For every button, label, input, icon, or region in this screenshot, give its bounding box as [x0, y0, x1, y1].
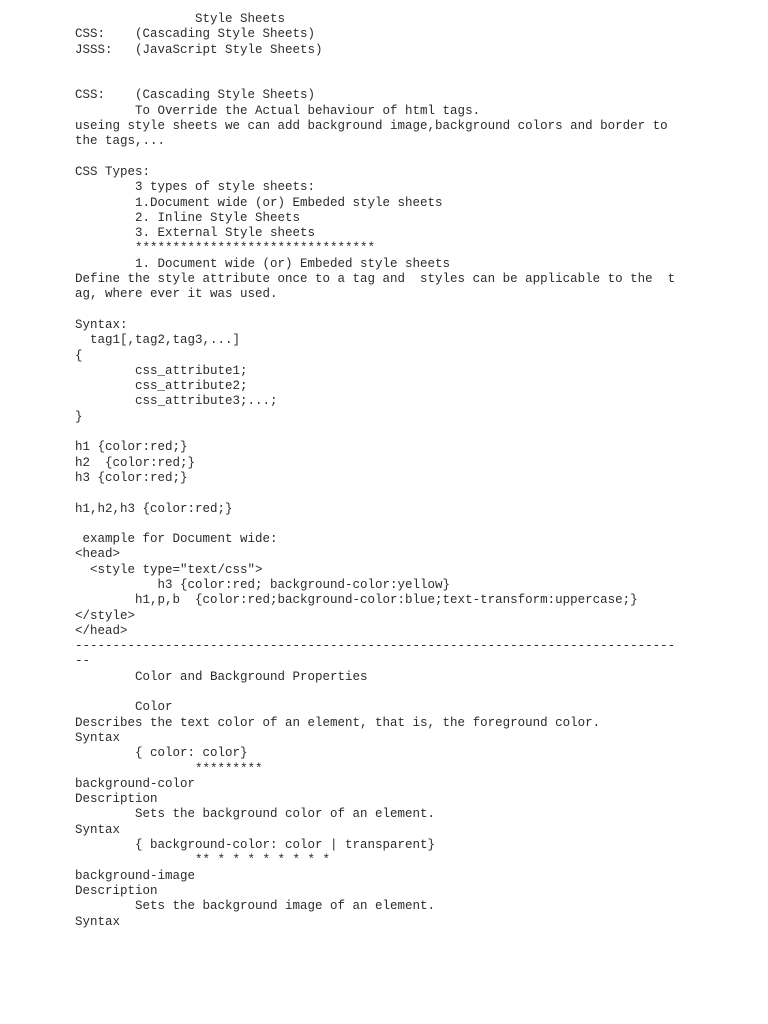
text-line: css_attribute3;...; — [75, 394, 278, 409]
text-line: example for Document wide: — [75, 532, 278, 547]
text-line: Style Sheets — [75, 12, 286, 26]
text-line: h3 {color:red; background-color:yellow} — [75, 577, 451, 592]
text-line: </head> — [75, 623, 128, 638]
text-line: Define the style attribute once to a tag and styles can be applicable to the t — [75, 272, 676, 287]
text-line: Description — [75, 792, 158, 807]
text-line: CSS Types: — [75, 164, 151, 179]
text-line: css_attribute1; — [75, 363, 248, 378]
text-line: h3 {color:red;} — [75, 470, 188, 485]
text-line: <head> — [75, 547, 121, 562]
text-line: Color and Background Properties — [75, 669, 368, 684]
text-line: Color — [75, 700, 173, 715]
text-line: -------------------------------------------------------------------------------- — [75, 639, 676, 654]
text-line: Describes the text color of an element, that is, the foreground color. — [75, 715, 601, 730]
text-line: h2 {color:red;} — [75, 455, 196, 470]
text-line: CSS: (Cascading Style Sheets) — [75, 27, 316, 42]
text-line: ag, where ever it was used. — [75, 287, 278, 302]
text-line: background-color — [75, 776, 196, 791]
text-line: the tags,... — [75, 134, 166, 149]
document-page — [75, 12, 755, 930]
text-line: useing style sheets we can add background image,background colors and border to — [75, 119, 668, 134]
text-line — [75, 303, 755, 318]
text-line: JSSS: (JavaScript Style Sheets) — [75, 42, 323, 57]
text-line: background-image — [75, 868, 196, 883]
text-line — [75, 150, 755, 165]
text-line: Sets the background image of an element. — [75, 899, 436, 914]
text-line: h1 {color:red;} — [75, 440, 188, 455]
text-line — [75, 486, 755, 501]
text-line: { background-color: color | transparent} — [75, 838, 436, 853]
text-line: Syntax: — [75, 317, 128, 332]
text-line: } — [75, 409, 83, 424]
text-line — [75, 685, 755, 700]
text-line: css_attribute2; — [75, 379, 248, 394]
text-line: Syntax — [75, 914, 121, 929]
text-line: Syntax — [75, 822, 121, 837]
text-line: ** * * * * * * * * — [75, 853, 331, 868]
text-line: ********* — [75, 761, 263, 776]
text-line — [75, 58, 755, 73]
text-line: { color: color} — [75, 746, 248, 761]
text-line: Syntax — [75, 730, 121, 745]
text-line: Sets the background color of an element. — [75, 807, 436, 822]
text-line: 1.Document wide (or) Embeded style sheets — [75, 195, 443, 210]
text-line: { — [75, 348, 83, 363]
text-line: h1,h2,h3 {color:red;} — [75, 501, 233, 516]
text-line: 1. Document wide (or) Embeded style sheets — [75, 256, 451, 271]
text-line: -- — [75, 654, 91, 669]
text-line — [75, 73, 755, 88]
text-line: </style> — [75, 608, 136, 623]
text-line: <style type="text/css"> — [75, 562, 263, 577]
text-line: ******************************** — [75, 241, 376, 256]
text-line — [75, 425, 755, 440]
text-line — [75, 517, 755, 532]
text-line: 3 types of style sheets: — [75, 180, 316, 195]
text-line: tag1[,tag2,tag3,...] — [75, 333, 241, 348]
text-line: 3. External Style sheets — [75, 226, 316, 241]
text-line: CSS: (Cascading Style Sheets) — [75, 88, 316, 103]
text-line: 2. Inline Style Sheets — [75, 210, 301, 225]
text-line: h1,p,b {color:red;background-color:blue;text-transform:uppercase;} — [75, 593, 638, 608]
text-line: To Override the Actual behaviour of html tags. — [75, 103, 481, 118]
text-line: Description — [75, 883, 158, 898]
